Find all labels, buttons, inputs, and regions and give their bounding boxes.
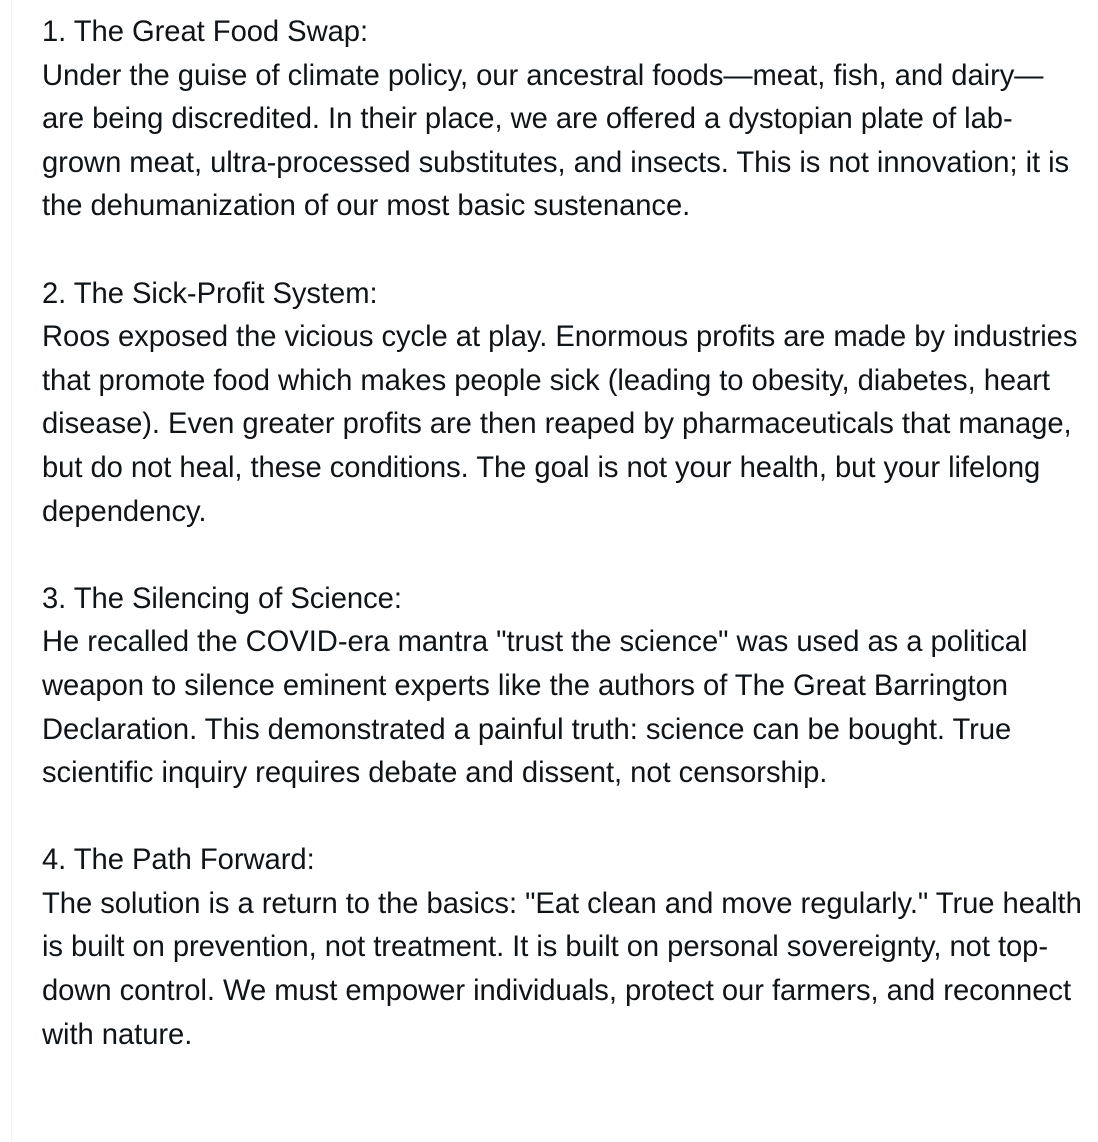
thread-divider [11,0,12,1142]
section-great-food-swap [42,11,1082,229]
section-heading: 2. The Sick-Profit System: [42,277,378,310]
section-silencing-of-science [42,578,1082,796]
post-text [42,11,1082,1057]
section-body: He recalled the COVID-era mantra "trust the science" was used as a political weapon to silence eminent experts like the authors of The Great Barrington Declaration. This demonstrated a painful truth: science can be bought. True scientific inquiry requires debate and dissent, not censorship. [42,626,1028,790]
section-heading: 3. The Silencing of Science: [42,582,402,615]
section-heading: 1. The Great Food Swap: [42,16,369,48]
section-path-forward [42,839,1082,1057]
section-body: Roos exposed the vicious cycle at play. Enormous profits are made by industries that promote food which makes people sick (leading to obesity, diabetes, heart disease). Even greater profits are then reaped by pharmaceuticals that manage, but do not heal, these conditions. The goal is not your health, but your lifelong dependency. [42,321,1078,528]
section-heading: 4. The Path Forward: [42,844,315,877]
section-body: The solution is a return to the basics: "Eat clean and move regularly." True health is built on prevention, not treatment. It is built on personal sovereignty, not top-down control. We must empower individuals, protect our farmers, and reconnect with nature. [42,887,1082,1051]
section-body: Under the guise of climate policy, our ancestral foods—meat, fish, and dairy—are being discredited. In their place, we are offered a dystopian plate of lab-grown meat, ultra-processed substitutes, and insects. This is not innovation; it is the dehumanization of our most basic sustenance. [42,59,1070,223]
section-sick-profit-system [42,273,1082,535]
